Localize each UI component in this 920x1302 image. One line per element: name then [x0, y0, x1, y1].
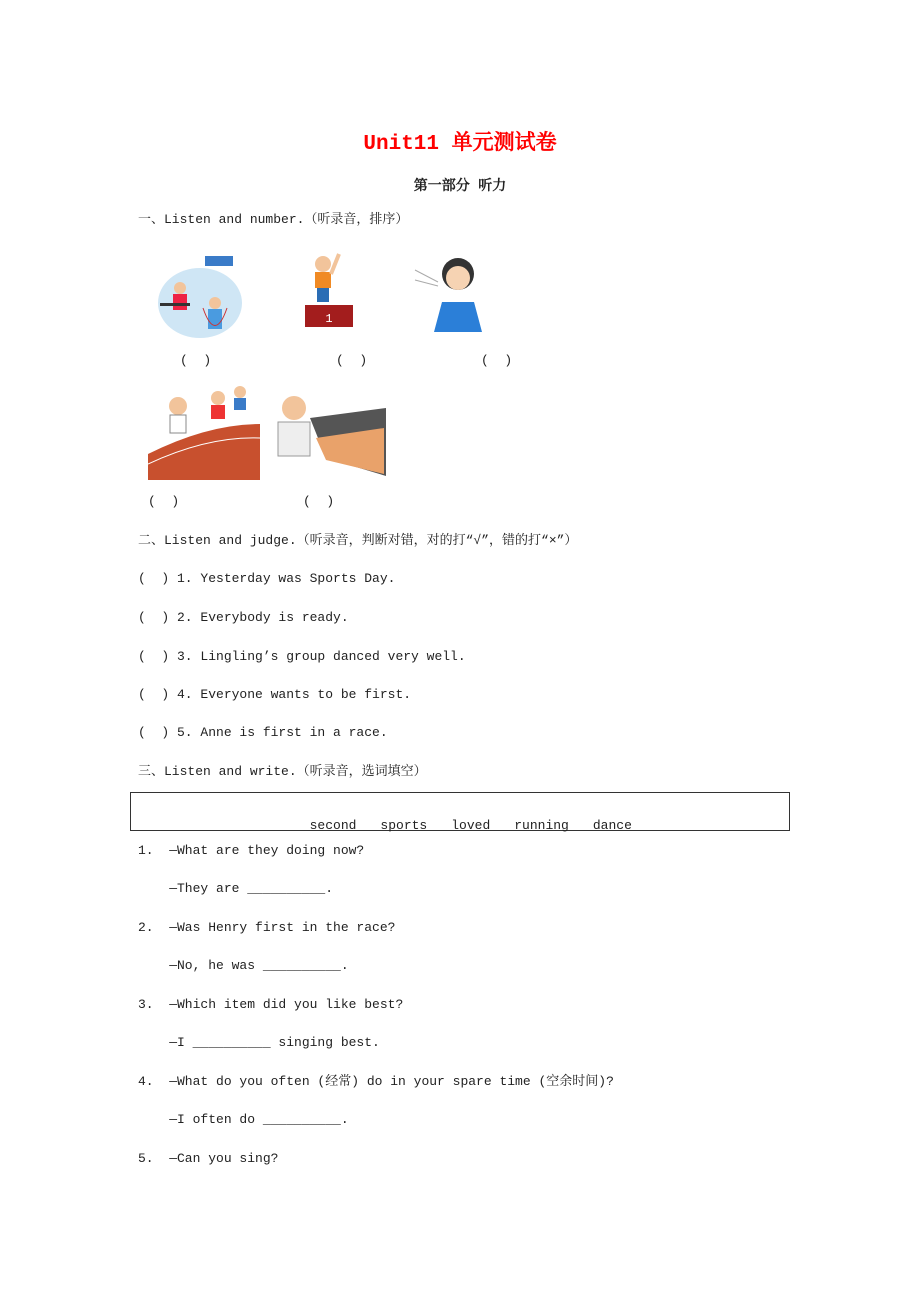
- word-bank-item: second: [309, 818, 357, 833]
- section3-heading: 三、Listen and write.（听录音，选词填空）: [138, 764, 427, 779]
- question-line: 1. —What are they doing now?: [138, 843, 365, 858]
- number-blank-2[interactable]: ( ): [336, 353, 368, 368]
- answer-line: —I __________ singing best.: [138, 1035, 380, 1050]
- number-blank-5[interactable]: ( ): [303, 494, 335, 509]
- judge-item: ( ) 4. Everyone wants to be first.: [138, 687, 412, 702]
- word-bank-item: loved: [451, 818, 491, 833]
- winner-podium-picture: [303, 250, 353, 330]
- word-bank-item: dance: [592, 818, 632, 833]
- question-line: 3. —Which item did you like best?: [138, 997, 404, 1012]
- judge-item: ( ) 3. Lingling’s group danced very well.: [138, 649, 466, 664]
- singing-girl-picture: [410, 252, 492, 340]
- answer-line: —I often do __________.: [138, 1112, 349, 1127]
- word-bank-item: running: [514, 818, 569, 833]
- running-race-picture: [148, 384, 260, 480]
- section1-heading: 一、Listen and number.（听录音，排序）: [138, 212, 409, 227]
- judge-item: ( ) 5. Anne is first in a race.: [138, 725, 388, 740]
- section2-heading: 二、Listen and judge.（听录音，判断对错，对的打“√”，错的打“×”）: [138, 533, 578, 548]
- word-bank: [294, 803, 656, 833]
- number-blank-4[interactable]: ( ): [148, 494, 180, 509]
- judge-item: ( ) 2. Everybody is ready.: [138, 610, 349, 625]
- number-blank-1[interactable]: ( ): [180, 353, 212, 368]
- number-blank-3[interactable]: ( ): [481, 353, 513, 368]
- word-bank-item: sports: [380, 818, 428, 833]
- reading-man-picture: [266, 388, 388, 478]
- part-subtitle: 第一部分 听力: [413, 179, 507, 195]
- answer-line: —They are __________.: [138, 881, 334, 896]
- page-title: Unit11 单元测试卷: [363, 133, 557, 156]
- podium-number: 1: [325, 312, 333, 326]
- sports-collage-picture: [155, 248, 245, 343]
- question-line: 5. —Can you sing?: [138, 1151, 279, 1166]
- question-line: 4. —What do you often (经常) do in your spare time (空余时间)?: [138, 1074, 614, 1089]
- question-line: 2. —Was Henry first in the race?: [138, 920, 396, 935]
- answer-line: —No, he was __________.: [138, 958, 349, 973]
- judge-item: ( ) 1. Yesterday was Sports Day.: [138, 571, 396, 586]
